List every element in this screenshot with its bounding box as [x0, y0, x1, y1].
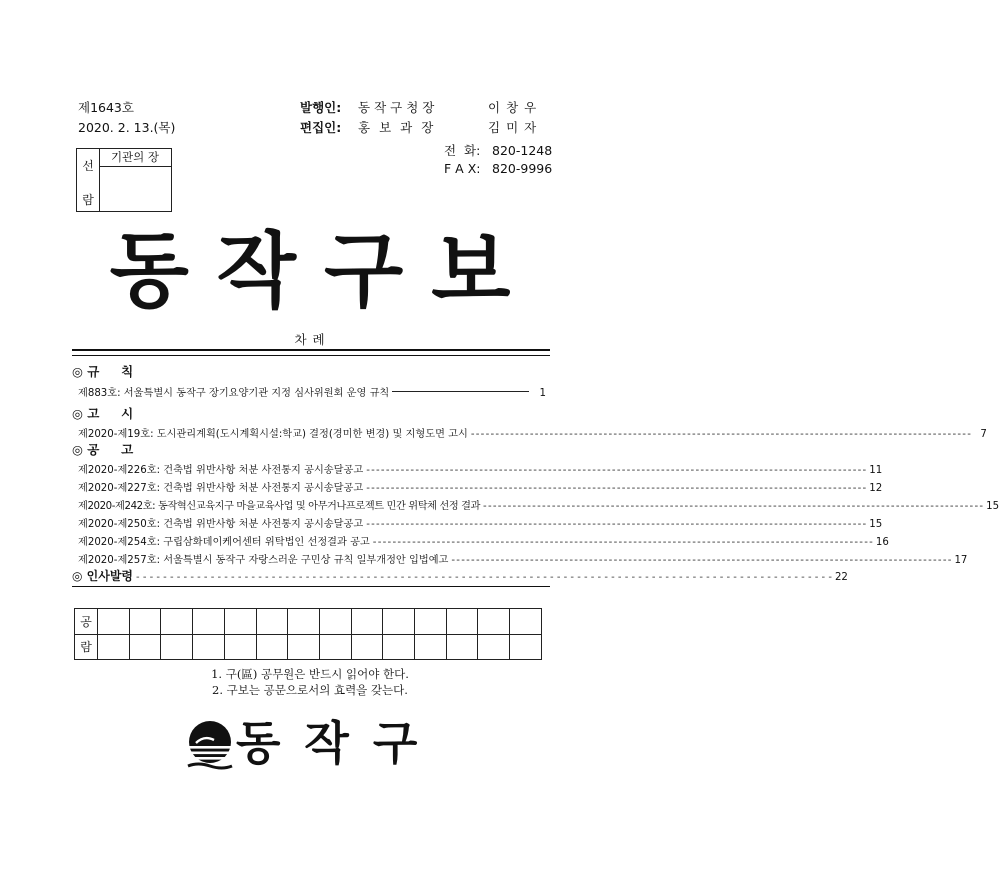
- sign-cell: [446, 634, 478, 660]
- phone-label: 전 화:: [444, 143, 481, 158]
- sign-cell: [193, 634, 225, 660]
- toc-entry-page: 12: [869, 483, 883, 494]
- toc-entry-text: 제2020-제19호: 도시관리계획(도시계획시설:학교) 결정(경미한 변경) 및 지형도면 고시: [78, 429, 468, 440]
- sign-cell: [256, 634, 288, 660]
- sign-cell: [288, 634, 320, 660]
- review-label-bottom: 람: [82, 193, 94, 207]
- toc-entry-page: 22: [834, 572, 848, 583]
- sign-cell: [415, 634, 447, 660]
- toc-divider-thin: [72, 355, 550, 356]
- sign-cell: [351, 609, 383, 635]
- issue-number: 제1643호: [78, 100, 134, 115]
- toc-entry-page: 11: [869, 465, 883, 476]
- toc-heading: 차 례: [294, 332, 326, 347]
- toc-divider: [72, 349, 550, 351]
- sign-cell: [446, 609, 478, 635]
- leader-dashes: [366, 519, 865, 530]
- leader-dashes: [471, 429, 970, 440]
- sign-cell: [129, 609, 161, 635]
- sign-cell: [98, 609, 130, 635]
- sign-cell: [383, 634, 415, 660]
- section-rules: ◎ 규 칙: [72, 364, 134, 379]
- phone-number: 820-1248: [492, 143, 553, 158]
- toc-entry-text: 제2020-제226호: 건축법 위반사항 처분 사전통지 공시송달공고: [78, 465, 364, 476]
- toc-bottom-divider: [72, 586, 550, 587]
- review-box-header: 기관의 장: [99, 149, 171, 167]
- editor-label: 편집인:: [300, 120, 342, 135]
- toc-entry-page: 7: [980, 429, 987, 440]
- circulation-table: [74, 608, 542, 660]
- editor-org: 홍보과장: [358, 120, 443, 135]
- circulation-label-top: 공: [75, 609, 98, 635]
- toc-entry[interactable]: [78, 533, 889, 548]
- publisher-org: 동작구청장: [358, 100, 439, 115]
- publisher-name: 이창우: [488, 100, 543, 115]
- review-box: [76, 148, 172, 212]
- issue-date: 2020. 2. 13.(목): [78, 120, 176, 135]
- section-personnel: ◎ 인사발령: [72, 569, 134, 583]
- sign-cell: [319, 634, 351, 660]
- section-notices: ◎ 고 시: [72, 406, 134, 421]
- leader-dashes: [366, 483, 865, 494]
- toc-entry[interactable]: [78, 497, 999, 512]
- notes: [0, 666, 620, 698]
- review-label-top: 선: [82, 159, 94, 173]
- sign-cell: [224, 609, 256, 635]
- sign-cell: [478, 634, 510, 660]
- sign-cell: [351, 634, 383, 660]
- sign-cell: [478, 609, 510, 635]
- toc-entry-page: 16: [875, 537, 889, 548]
- fax-label: F A X:: [444, 161, 481, 176]
- circulation-label-bottom: 람: [75, 634, 98, 660]
- toc-entry-text: 제883호: 서울특별시 동작구 장기요양기관 지정 심사위원회 운영 규칙: [78, 388, 390, 399]
- sign-cell: [193, 609, 225, 635]
- leader-line: [392, 391, 529, 392]
- toc-entry-page: 15: [869, 519, 883, 530]
- leader-dashes: [373, 537, 872, 548]
- sign-cell: [415, 609, 447, 635]
- sign-cell: [256, 609, 288, 635]
- leader-dashes: [483, 501, 982, 512]
- toc-entry-text: 제2020-제250호: 건축법 위반사항 처분 사전통지 공시송달공고: [78, 519, 364, 530]
- dongjak-emblem-icon: [186, 716, 234, 776]
- toc-entry-page: 1: [539, 388, 546, 399]
- note-line: 2. 구보는 공문으로서의 효력을 갖는다.: [212, 683, 408, 697]
- footer-logo-text: 동작구: [236, 716, 442, 770]
- toc-entry[interactable]: [78, 384, 546, 399]
- toc-entry-page: 17: [954, 555, 968, 566]
- sign-cell: [383, 609, 415, 635]
- toc-entry[interactable]: [78, 461, 883, 476]
- toc-entry[interactable]: [78, 515, 883, 530]
- sign-cell: [161, 609, 193, 635]
- note-line: 1. 구(區) 공무원은 반드시 읽어야 한다.: [211, 667, 409, 681]
- review-box-label: [77, 149, 100, 211]
- toc-entry[interactable]: [78, 479, 883, 494]
- toc-entry-text: 제2020-제242호: 동작혁신교육지구 마을교육사업 및 아무거나프로젝트 민간 위탁체 선정 결과: [78, 501, 481, 512]
- sign-cell: [288, 609, 320, 635]
- leader-dashes: [366, 465, 865, 476]
- toc-entry-text: 제2020-제254호: 구립삼화데이케어센터 위탁법인 선정결과 공고: [78, 537, 370, 548]
- publisher-label: 발행인:: [300, 100, 342, 115]
- toc-entry-personnel[interactable]: [72, 567, 848, 584]
- leader-dashes: - - - - - - - - - - - - - - - - - - - - - - - - - - - - - - - - - - - - - - - - - - - - - - - - - - - - - - - - - - - - - - - - - - - - - - - - - - - - - - - - - - - - - - - - - - - - - - - - - - - - - - -: [136, 572, 832, 583]
- toc-entry[interactable]: [78, 551, 968, 566]
- page-title: 동작구보: [109, 224, 539, 319]
- fax-number: 820-9996: [492, 161, 553, 176]
- sign-cell: [319, 609, 351, 635]
- leader-dashes: [451, 555, 950, 566]
- sign-cell: [224, 634, 256, 660]
- toc-entry[interactable]: [78, 425, 987, 440]
- editor-name: 김미자: [488, 120, 543, 135]
- sign-cell: [161, 634, 193, 660]
- sign-cell: [98, 634, 130, 660]
- toc-entry-text: 제2020-제257호: 서울특별시 동작구 자랑스러운 구민상 규칙 일부개정안 입법예고: [78, 555, 449, 566]
- section-announcements: ◎ 공 고: [72, 442, 134, 457]
- toc-entry-page: 15: [986, 501, 999, 512]
- sign-cell: [129, 634, 161, 660]
- sign-cell: [510, 634, 542, 660]
- sign-cell: [510, 609, 542, 635]
- toc-entry-text: 제2020-제227호: 건축법 위반사항 처분 사전통지 공시송달공고: [78, 483, 364, 494]
